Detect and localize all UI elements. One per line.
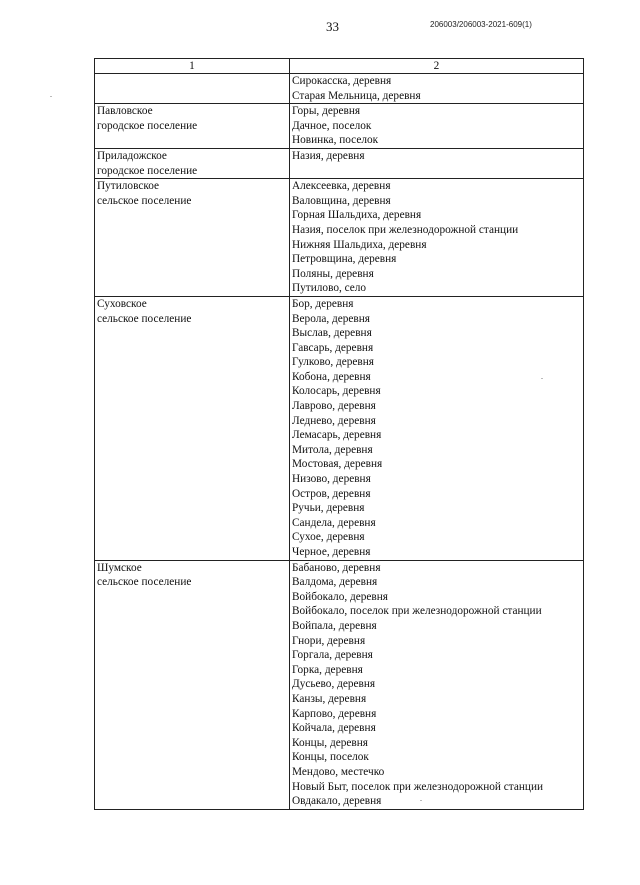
place-item: Валовщина, деревня — [292, 194, 391, 207]
scan-speck — [420, 800, 422, 801]
scan-speck — [541, 378, 543, 379]
place-item: Остров, деревня — [292, 487, 371, 500]
place-item: Войбокало, деревня — [292, 590, 388, 603]
place-item: Сандела, деревня — [292, 516, 376, 529]
table-row — [95, 74, 584, 104]
place-item: Горка, деревня — [292, 663, 363, 676]
settlement-name: Шумское сельское поселение — [97, 561, 192, 589]
page-number: 33 — [326, 19, 339, 34]
place-item: Бор, деревня — [292, 297, 354, 310]
place-item: Митола, деревня — [292, 443, 373, 456]
place-item: Лаврово, деревня — [292, 400, 376, 413]
table-header-row — [95, 59, 584, 74]
place-item: Овдакало, деревня — [292, 795, 382, 808]
place-item: Валдома, деревня — [292, 576, 378, 589]
place-item: Бабаново, деревня — [292, 561, 381, 574]
place-item: Сухое, деревня — [292, 531, 365, 544]
place-item: Горгала, деревня — [292, 649, 373, 662]
place-item: Койчала, деревня — [292, 722, 376, 735]
place-item: Карпово, деревня — [292, 707, 377, 720]
place-item: Гавсарь, деревня — [292, 341, 374, 354]
places-cell — [290, 148, 584, 178]
place-item: Леднево, деревня — [292, 414, 376, 427]
place-item: Гулково, деревня — [292, 356, 375, 369]
place-item: Петровщина, деревня — [292, 253, 397, 266]
place-item: Дусьево, деревня — [292, 678, 376, 691]
places-cell — [290, 296, 584, 560]
table-row — [95, 296, 584, 560]
place-item: Ручьи, деревня — [292, 502, 365, 515]
place-item: Горная Шальдиха, деревня — [292, 209, 422, 222]
settlement-cell — [95, 560, 290, 809]
settlement-cell — [95, 296, 290, 560]
settlement-cell — [95, 104, 290, 149]
table-row — [95, 104, 584, 149]
places-cell — [290, 104, 584, 149]
settlement-cell — [95, 74, 290, 104]
scan-speck — [50, 96, 52, 97]
place-item: Мендово, местечко — [292, 765, 385, 778]
place-item: Новинка, поселок — [292, 134, 379, 147]
place-item: Черное, деревня — [292, 546, 371, 558]
settlements-table — [94, 58, 584, 810]
places-cell — [290, 179, 584, 297]
place-item: Путилово, село — [292, 282, 367, 295]
place-item: Мостовая, деревня — [292, 458, 383, 471]
settlement-cell — [95, 179, 290, 297]
place-item: Алексеевка, деревня — [292, 180, 391, 193]
place-item: Новый Быт, поселок при железнодорожной станции — [292, 780, 544, 793]
place-item: Назия, поселок при железнодорожной станции — [292, 223, 519, 236]
place-item: Войпала, деревня — [292, 619, 377, 632]
place-item: Дачное, поселок — [292, 119, 372, 132]
place-item: Верола, деревня — [292, 312, 370, 325]
place-item: Кобона, деревня — [292, 370, 371, 383]
place-item: Старая Мельница, деревня — [292, 89, 421, 102]
document-code: 206003/206003-2021-609(1) — [430, 20, 532, 29]
table-row — [95, 179, 584, 297]
place-item: Сирокасска, деревня — [292, 75, 392, 87]
settlement-cell — [95, 148, 290, 178]
place-item: Концы, деревня — [292, 736, 368, 749]
place-item: Назия, деревня — [292, 149, 365, 162]
column-header-2: 2 — [290, 59, 584, 74]
place-item: Низово, деревня — [292, 473, 371, 486]
places-cell — [290, 560, 584, 809]
column-header-1: 1 — [95, 59, 290, 74]
place-item: Лемасарь, деревня — [292, 429, 382, 442]
settlement-name: Павловское городское поселение — [97, 105, 198, 132]
table-row — [95, 560, 584, 809]
settlement-name: Путиловское сельское поселение — [97, 180, 192, 207]
place-item: Гнори, деревня — [292, 634, 366, 647]
place-item: Горы, деревня — [292, 105, 361, 118]
places-cell — [290, 74, 584, 104]
place-item: Выслав, деревня — [292, 327, 372, 340]
settlement-name: Приладожское городское поселение — [97, 149, 198, 177]
place-item: Войбокало, поселок при железнодорожной станции — [292, 605, 542, 618]
place-item: Поляны, деревня — [292, 267, 374, 280]
place-item: Концы, поселок — [292, 751, 369, 764]
settlement-name: Суховское сельское поселение — [97, 297, 192, 325]
place-item: Канзы, деревня — [292, 692, 367, 705]
place-item: Нижняя Шальдиха, деревня — [292, 238, 427, 251]
table-row — [95, 148, 584, 178]
place-item: Колосарь, деревня — [292, 385, 381, 398]
